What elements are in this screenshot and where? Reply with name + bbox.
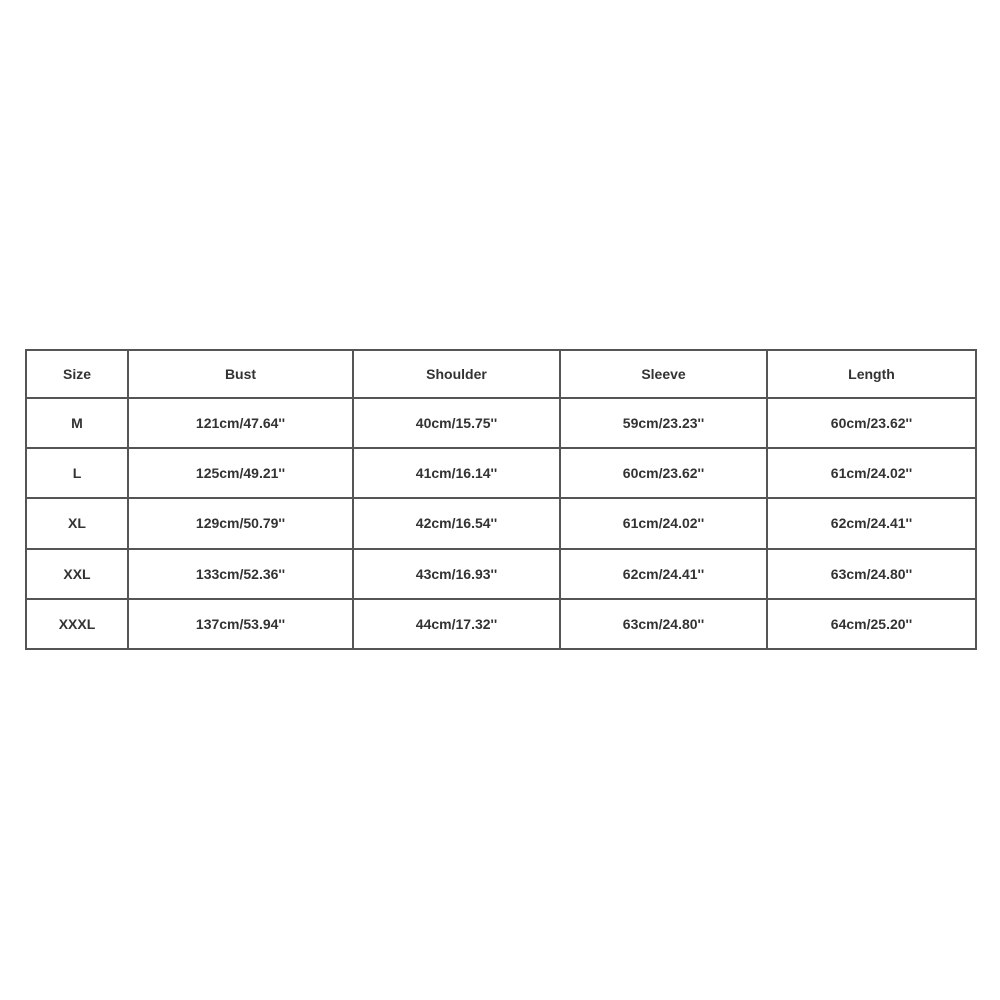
cell-length: 60cm/23.62'' — [767, 398, 976, 448]
cell-bust: 137cm/53.94'' — [128, 599, 353, 649]
header-length: Length — [767, 350, 976, 398]
cell-bust: 125cm/49.21'' — [128, 448, 353, 498]
cell-shoulder: 42cm/16.54'' — [353, 498, 560, 548]
header-shoulder: Shoulder — [353, 350, 560, 398]
cell-sleeve: 61cm/24.02'' — [560, 498, 767, 548]
header-bust: Bust — [128, 350, 353, 398]
table-row — [26, 599, 976, 649]
header-size: Size — [26, 350, 128, 398]
cell-length: 64cm/25.20'' — [767, 599, 976, 649]
table-row — [26, 398, 976, 448]
cell-sleeve: 59cm/23.23'' — [560, 398, 767, 448]
cell-sleeve: 63cm/24.80'' — [560, 599, 767, 649]
cell-shoulder: 40cm/15.75'' — [353, 398, 560, 448]
cell-size: XXXL — [26, 599, 128, 649]
table-row — [26, 549, 976, 599]
cell-bust: 129cm/50.79'' — [128, 498, 353, 548]
cell-length: 62cm/24.41'' — [767, 498, 976, 548]
cell-shoulder: 44cm/17.32'' — [353, 599, 560, 649]
header-sleeve: Sleeve — [560, 350, 767, 398]
cell-size: XL — [26, 498, 128, 548]
cell-length: 61cm/24.02'' — [767, 448, 976, 498]
cell-length: 63cm/24.80'' — [767, 549, 976, 599]
cell-size: L — [26, 448, 128, 498]
cell-sleeve: 60cm/23.62'' — [560, 448, 767, 498]
cell-bust: 121cm/47.64'' — [128, 398, 353, 448]
cell-sleeve: 62cm/24.41'' — [560, 549, 767, 599]
cell-shoulder: 41cm/16.14'' — [353, 448, 560, 498]
cell-size: M — [26, 398, 128, 448]
size-chart-table — [25, 349, 977, 650]
header-row — [26, 350, 976, 398]
table-row — [26, 498, 976, 548]
cell-bust: 133cm/52.36'' — [128, 549, 353, 599]
cell-size: XXL — [26, 549, 128, 599]
cell-shoulder: 43cm/16.93'' — [353, 549, 560, 599]
table-row — [26, 448, 976, 498]
